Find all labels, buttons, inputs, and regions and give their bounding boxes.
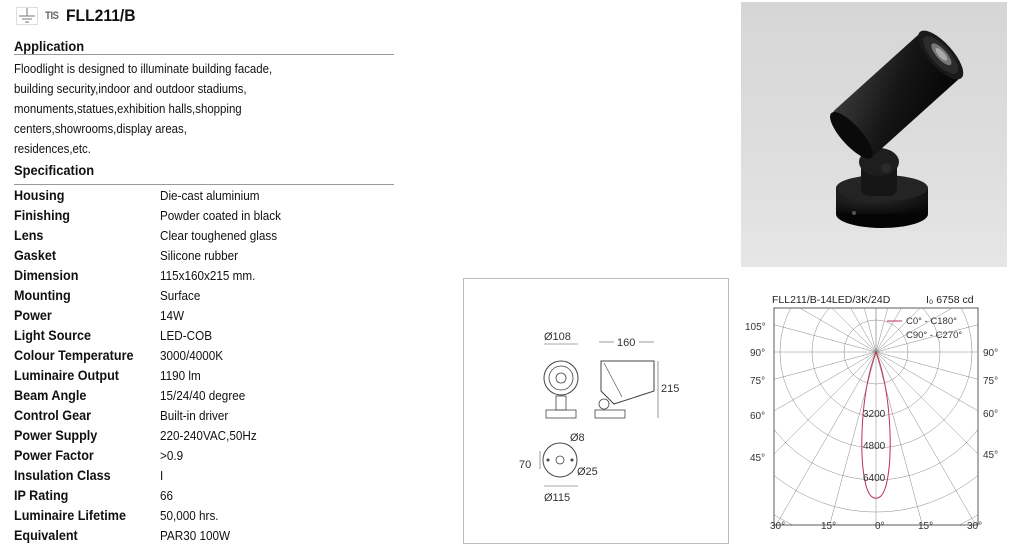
spec-label: Housing: [14, 187, 65, 203]
spec-label: IP Rating: [14, 487, 69, 503]
dim-d108: Ø108: [544, 331, 571, 343]
spec-value: Surface: [160, 287, 201, 303]
dim-w160: 160: [617, 337, 636, 349]
angle-left: 75°: [750, 376, 766, 387]
spec-row: [14, 205, 294, 225]
spec-value: Die-cast aluminium: [160, 187, 260, 203]
spec-row: [14, 465, 294, 485]
spec-label: Beam Angle: [14, 387, 87, 403]
spec-label: Power Factor: [14, 447, 94, 463]
spec-value: 15/24/40 degree: [160, 387, 246, 403]
spec-label: Power Supply: [14, 427, 98, 443]
legend-c90: C90° - C270°: [906, 330, 963, 341]
application-line: centers,showrooms,display areas,: [14, 121, 187, 136]
angle-bottom: 30°: [770, 521, 786, 532]
spec-value: Silicone rubber: [160, 247, 239, 263]
spec-row: [14, 185, 294, 205]
angle-left: 45°: [750, 453, 766, 464]
spec-value: I: [160, 467, 164, 483]
dim-d8: Ø8: [570, 432, 585, 444]
application-line: Floodlight is designed to illuminate building facade,: [14, 61, 273, 76]
spec-row: [14, 225, 294, 245]
spec-row: [14, 305, 294, 325]
polar-chart: [740, 288, 1015, 546]
angle-right: 60°: [983, 409, 999, 420]
dimension-drawing: [463, 278, 729, 544]
spec-label: Finishing: [14, 207, 70, 223]
angle-right: 75°: [983, 376, 999, 387]
spec-value: PAR30 100W: [160, 527, 231, 543]
angle-left: 60°: [750, 411, 766, 422]
spec-label: Power: [14, 307, 52, 323]
legend-c0: C0° - C180°: [906, 316, 957, 327]
product-photo: [741, 2, 1007, 267]
spec-value: Powder coated in black: [160, 207, 281, 223]
tis-mark: TIS: [45, 10, 59, 22]
spec-value: >0.9: [160, 447, 184, 463]
application-rule: [14, 54, 394, 55]
application-title: Application: [14, 38, 85, 54]
spec-label: Insulation Class: [14, 467, 111, 483]
ring-label: 6400: [863, 473, 886, 484]
spec-row: [14, 485, 294, 505]
angle-bottom: 15°: [821, 521, 837, 532]
spec-label: Dimension: [14, 267, 79, 283]
spec-row: [14, 405, 294, 425]
spec-value: 1190 lm: [160, 367, 201, 383]
spec-row: [14, 365, 294, 385]
spec-value: 115x160x215 mm.: [160, 267, 256, 283]
spec-label: Control Gear: [14, 407, 92, 423]
dim-d115: Ø115: [544, 492, 571, 504]
spec-value: 66: [160, 487, 174, 503]
spec-value: 220-240VAC,50Hz: [160, 427, 257, 443]
spec-row: [14, 285, 294, 305]
floodlight-image: [741, 2, 1007, 267]
spec-value: Clear toughened glass: [160, 227, 278, 243]
spec-value: LED-COB: [160, 327, 213, 343]
spec-row: [14, 265, 294, 285]
angle-right: 90°: [983, 348, 999, 359]
spec-value: Built-in driver: [160, 407, 229, 423]
specification-title: Specification: [14, 162, 95, 178]
polar-peak: I₀ 6758 cd: [926, 294, 974, 306]
angle-right: 45°: [983, 450, 999, 461]
angle-bottom: 30°: [967, 521, 983, 532]
dim-d25: Ø25: [577, 466, 598, 478]
dim-h70: 70: [519, 459, 532, 471]
angle-left: 105°: [745, 322, 766, 333]
ring-label: 3200: [863, 409, 886, 420]
spec-row: [14, 525, 294, 545]
ring-label: 4800: [863, 441, 886, 452]
polar-title: FLL211/B-14LED/3K/24D: [772, 294, 891, 306]
spec-label: Light Source: [14, 327, 92, 343]
earth-ground-icon: [14, 6, 40, 26]
spec-row: [14, 505, 294, 525]
angle-left: 90°: [750, 348, 766, 359]
document-header: [14, 4, 141, 28]
spec-label: Luminaire Lifetime: [14, 507, 127, 523]
specification-table: [14, 185, 294, 545]
spec-row: [14, 445, 294, 465]
spec-label: Colour Temperature: [14, 347, 134, 363]
model-title: FLL211/B: [65, 6, 136, 25]
spec-row: [14, 385, 294, 405]
spec-row: [14, 245, 294, 265]
spec-value: 50,000 hrs.: [160, 507, 219, 523]
application-line: building security,indoor and outdoor stadiums,: [14, 81, 247, 96]
spec-row: [14, 345, 294, 365]
application-line: residences,etc.: [14, 141, 91, 156]
spec-row: [14, 425, 294, 445]
spec-label: Gasket: [14, 247, 57, 263]
spec-label: Lens: [14, 227, 44, 243]
dim-h215: 215: [661, 383, 680, 395]
spec-label: Mounting: [14, 287, 71, 303]
spec-label: Luminaire Output: [14, 367, 120, 383]
application-text: [14, 59, 340, 159]
spec-value: 3000/4000K: [160, 347, 224, 363]
spec-label: Equivalent: [14, 527, 78, 543]
angle-bottom: 15°: [918, 521, 934, 532]
spec-row: [14, 325, 294, 345]
spec-value: 14W: [160, 307, 185, 323]
angle-bottom: 0°: [875, 521, 885, 532]
application-line: monuments,statues,exhibition halls,shopping: [14, 101, 242, 116]
